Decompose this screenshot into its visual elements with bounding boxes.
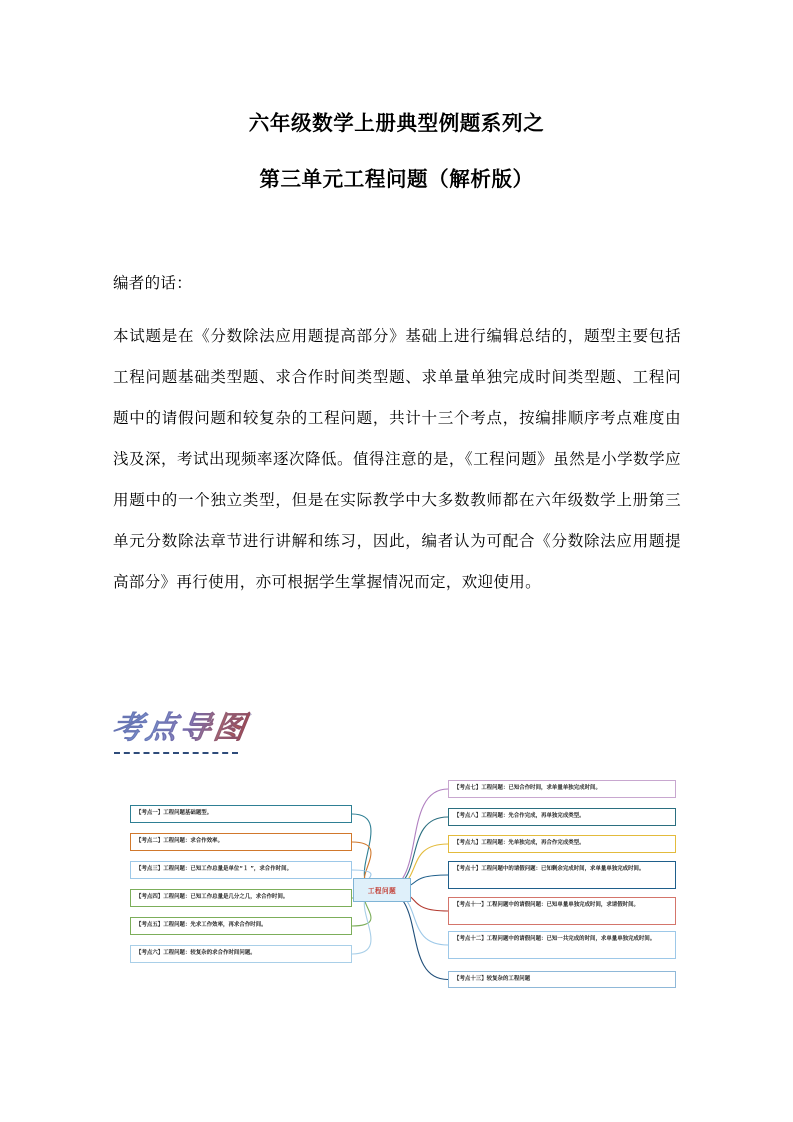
mindmap-node-left-5[interactable]: 【考点五】工程问题：先求工作效率，再求合作时间。	[130, 917, 352, 935]
mindmap-node-left-1[interactable]: 【考点一】工程问题基础题型。	[130, 805, 352, 823]
preface-section	[113, 262, 681, 603]
mindmap-center-node[interactable]: 工程问题	[353, 878, 411, 902]
page-title-line-1: 六年级数学上册典型例题系列之	[248, 111, 545, 135]
mindmap-node-right-12[interactable]: 【考点十二】工程问题中的请假问题：已知一共完成的时间，求单量单独完成时间。	[448, 931, 676, 959]
mindmap-node-right-10[interactable]: 【考点十】工程问题中的请假问题：已知剩余完成时间，求单量单独完成时间。	[448, 861, 676, 889]
section-heading-wordart	[109, 706, 352, 768]
mindmap-node-left-4[interactable]: 【考点四】工程问题：已知工作总量是几分之几，求合作时间。	[130, 889, 352, 907]
preface-paragraph: 本试题是在《分数除法应用题提高部分》基础上进行编辑总结的，题型主要包括工程问题基础类型题、求合作时间类型题、求单量单独完成时间类型题、工程问题中的请假问题和较复杂的工程问题，共计十三个考点，按编排顺序考点难度由浅及深，考试出现频率逐次降低。值得注意的是，《工程问题》虽然是小学数学应用题中的一个独立类型，但是在实际教学中大多数教师都在六年级数学上册第三单元分数除法章节进行讲解和练习，因此，编者认为可配合《分数除法应用题提高部分》再行使用，亦可根据学生掌握情况而定，欢迎使用。	[113, 327, 681, 591]
preface-heading: 编者的话：	[113, 274, 193, 292]
wordart-label: 考点导图	[109, 706, 252, 750]
mindmap-node-right-7[interactable]: 【考点七】工程问题：已知合作时间，求单量单独完成时间。	[448, 780, 676, 798]
mindmap-node-right-13[interactable]: 【考点十三】较复杂的工程问题	[448, 971, 676, 988]
mindmap-node-left-6[interactable]: 【考点六】工程问题：较复杂的求合作时间问题。	[130, 945, 352, 963]
mindmap-node-right-11[interactable]: 【考点十一】工程问题中的请假问题：已知单量单独完成时间，求请假时间。	[448, 897, 676, 925]
document-title-block	[0, 95, 793, 207]
mindmap-node-right-9[interactable]: 【考点九】工程问题：先单独完成，再合作完成类型。	[448, 835, 676, 853]
mindmap-node-left-3[interactable]: 【考点三】工程问题：已知工作总量是单位“１ ”，求合作时间。	[130, 861, 352, 879]
mindmap-connector-right-13	[382, 890, 448, 980]
mindmap-node-left-2[interactable]: 【考点二】工程问题：求合作效率。	[130, 833, 352, 851]
page-title-line-2: 第三单元工程问题（解析版）	[259, 167, 534, 191]
mindmap-node-right-8[interactable]: 【考点八】工程问题：先合作完成，再单独完成类型。	[448, 808, 676, 826]
wordart-dashed-rule	[114, 752, 238, 754]
mindmap-diagram	[110, 775, 690, 1015]
